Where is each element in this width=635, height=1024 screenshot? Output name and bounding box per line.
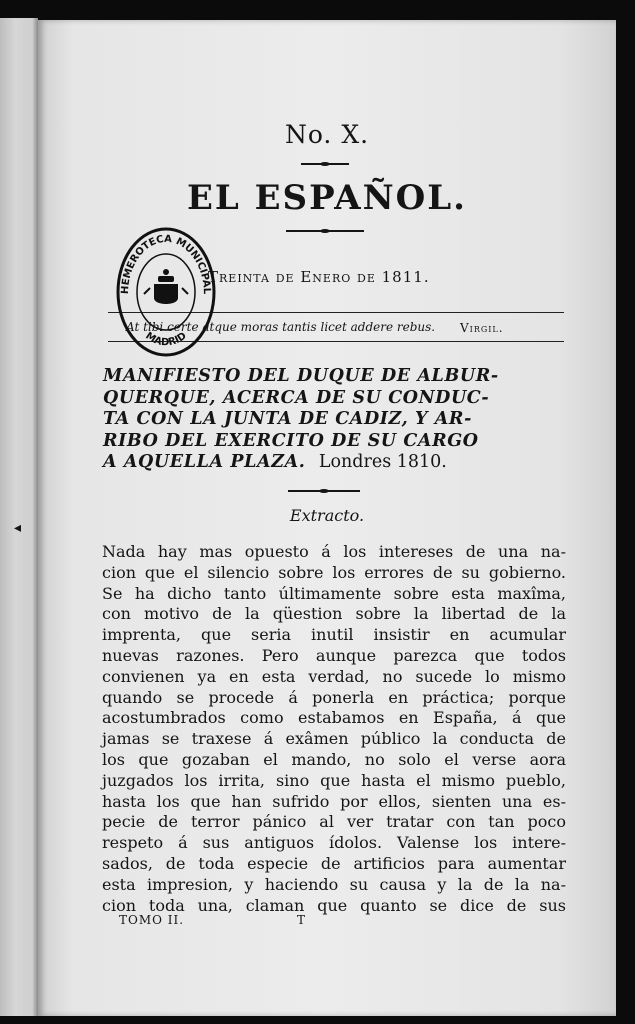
volume-label: TOMO II. bbox=[119, 913, 185, 927]
epigraph-quote: At tibi certe atque moras tantis licet addere rebus. bbox=[126, 320, 436, 334]
body-line: pecie de terror pánico al ver tratar con tan poco bbox=[102, 812, 566, 832]
heading-line-last bbox=[103, 452, 573, 474]
heading-line: MANIFIESTO DEL DUQUE DE ALBUR- bbox=[103, 366, 499, 386]
publication-title: EL ESPAÑOL. bbox=[186, 178, 468, 218]
body-line: jamas se traxese á exâmen público la conducta de bbox=[102, 729, 566, 749]
article-body bbox=[102, 542, 566, 916]
body-line: esta impresion, y haciendo su causa y la de la na- bbox=[102, 874, 566, 894]
margin-mark-icon: ◂ bbox=[14, 520, 22, 536]
article-heading bbox=[103, 366, 573, 474]
body-line: con motivo de la qüestion sobre la libertad de la bbox=[102, 604, 566, 624]
body-line: cion que el silencio sobre los errores de su gobierno. bbox=[102, 562, 566, 582]
issue-number: No. X. bbox=[284, 120, 370, 149]
body-line: Nada hay mas opuesto á los intereses de una na- bbox=[102, 542, 566, 561]
body-line: los que gozaban el mando, no solo el verse aora bbox=[102, 749, 566, 769]
body-line: imprenta, que seria inutil insistir en acumular bbox=[102, 625, 566, 645]
library-stamp bbox=[114, 224, 218, 360]
signature-mark: T bbox=[297, 913, 306, 927]
body-line: sados, de toda especie de artificios para aumentar bbox=[102, 853, 566, 873]
heading-final-words: A AQUELLA PLAZA. bbox=[103, 452, 306, 472]
crest-icon bbox=[144, 269, 188, 304]
heading-line: QUERQUE, ACERCA DE SU CONDUC- bbox=[103, 387, 490, 408]
ornamental-rule-title bbox=[286, 230, 364, 232]
heading-place-date: Londres 1810. bbox=[318, 452, 447, 472]
section-label: Extracto. bbox=[289, 506, 365, 525]
ornamental-rule-section bbox=[288, 490, 360, 492]
body-line: quando se procede á ponerla en práctica; porque bbox=[102, 687, 566, 707]
issue-date: Treinta de Enero de 1811. bbox=[208, 268, 430, 286]
body-line: convienen ya en esta verdad, no sucede lo mismo bbox=[102, 666, 566, 686]
body-line: cion toda una, claman que quanto se dice de sus bbox=[102, 895, 566, 915]
body-line: hasta los que han sufrido por ellos, sienten una es- bbox=[102, 791, 566, 811]
ornamental-rule-top bbox=[301, 163, 349, 165]
heading-line: TA CON LA JUNTA DE CADIZ, Y AR- bbox=[103, 409, 472, 429]
left-page-edge bbox=[0, 18, 38, 1016]
body-line: Se ha dicho tanto últimamente sobre esta maxîma, bbox=[102, 583, 566, 603]
body-line: juzgados los irrita, sino que hasta el mismo pueblo, bbox=[102, 770, 566, 790]
body-line: acostumbrados como estabamos en España, á que bbox=[102, 708, 566, 728]
stamp-text-top: HEMEROTECA MUNICIPAL bbox=[119, 233, 213, 295]
heading-line: RIBO DEL EXERCITO DE SU CARGO bbox=[103, 430, 479, 451]
stamp-text-bottom: MADRID bbox=[143, 330, 189, 349]
epigraph-author: Virgil. bbox=[460, 321, 504, 335]
document-page bbox=[14, 20, 616, 1016]
body-line: respeto á sus antiguos ídolos. Valense los intere- bbox=[102, 833, 566, 853]
body-line: nuevas razones. Pero aunque parezca que todos bbox=[102, 645, 566, 665]
